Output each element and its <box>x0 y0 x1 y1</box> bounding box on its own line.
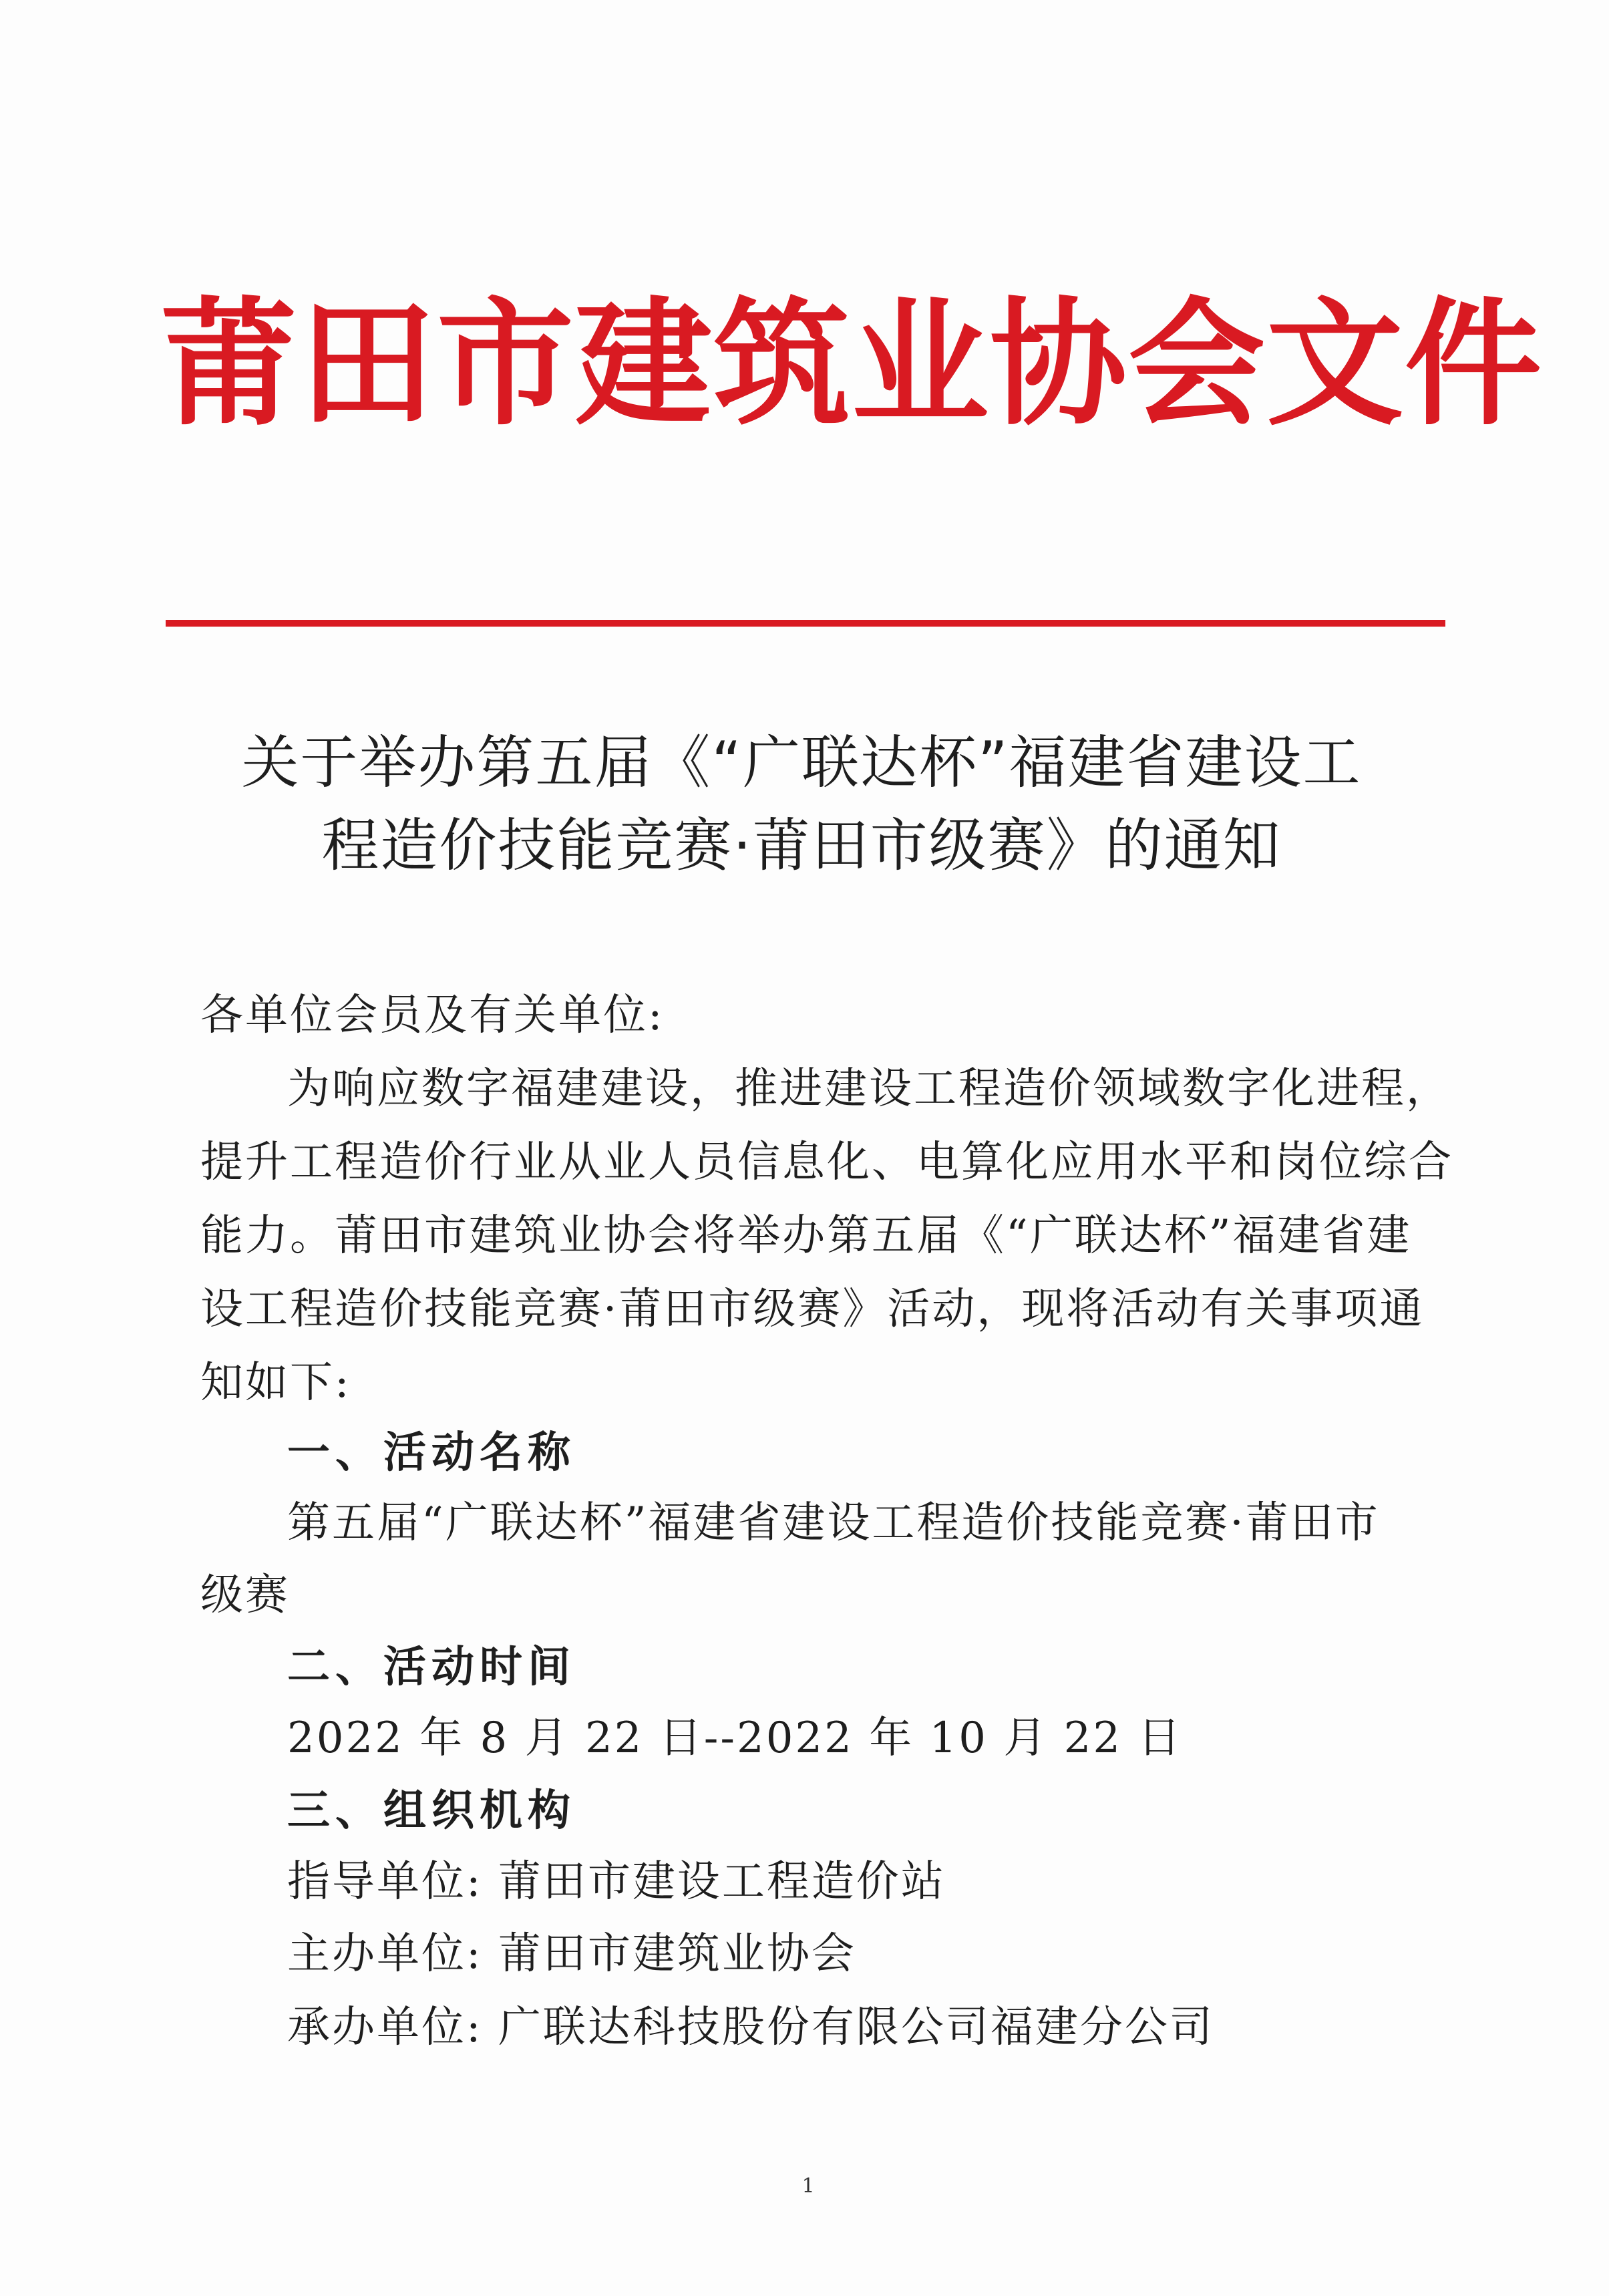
intro-line: 为响应数字福建建设，推进建设工程造价领域数字化进程， <box>287 1064 1451 1114</box>
intro-line: 能力。莆田市建筑业协会将举办第五届《“广联达杯”福建省建 <box>200 1211 1412 1261</box>
section-heading-activity-name: 一、活动名称 <box>287 1428 576 1478</box>
organizer-unit: 承办单位: 广联达科技股份有限公司福建分公司 <box>287 2003 1214 2052</box>
notice-title-line-2: 程造价技能竞赛·莆田市级赛》的通知 <box>321 812 1282 879</box>
intro-line: 设工程造价技能竞赛·莆田市级赛》活动，现将活动有关事项通 <box>200 1285 1425 1334</box>
notice-title-line-1: 关于举办第五届《“广联达杯”福建省建设工 <box>241 729 1362 796</box>
activity-name-line: 第五届“广联达杯”福建省建设工程造价技能竞赛·莆田市 <box>287 1498 1380 1548</box>
section-heading-activity-time: 二、活动时间 <box>287 1643 576 1692</box>
section-heading-organization: 三、组织机构 <box>287 1786 576 1836</box>
intro-line: 知如下: <box>200 1358 351 1408</box>
org-header-title: 莆田市建筑业协会文件 <box>160 285 1543 444</box>
intro-line: 提升工程造价行业从业人员信息化、电算化应用水平和岗位综合 <box>200 1138 1453 1187</box>
red-divider-rule <box>166 620 1445 627</box>
salutation: 各单位会员及有关单位: <box>200 991 665 1040</box>
activity-name-line: 级赛 <box>200 1571 290 1620</box>
activity-date-range: 2022 年 8 月 22 日--2022 年 10 月 22 日 <box>287 1713 1183 1763</box>
guide-unit: 指导单位: 莆田市建设工程造价站 <box>287 1857 946 1907</box>
host-unit: 主办单位: 莆田市建筑业协会 <box>287 1929 856 1979</box>
page-number: 1 <box>801 2174 815 2198</box>
